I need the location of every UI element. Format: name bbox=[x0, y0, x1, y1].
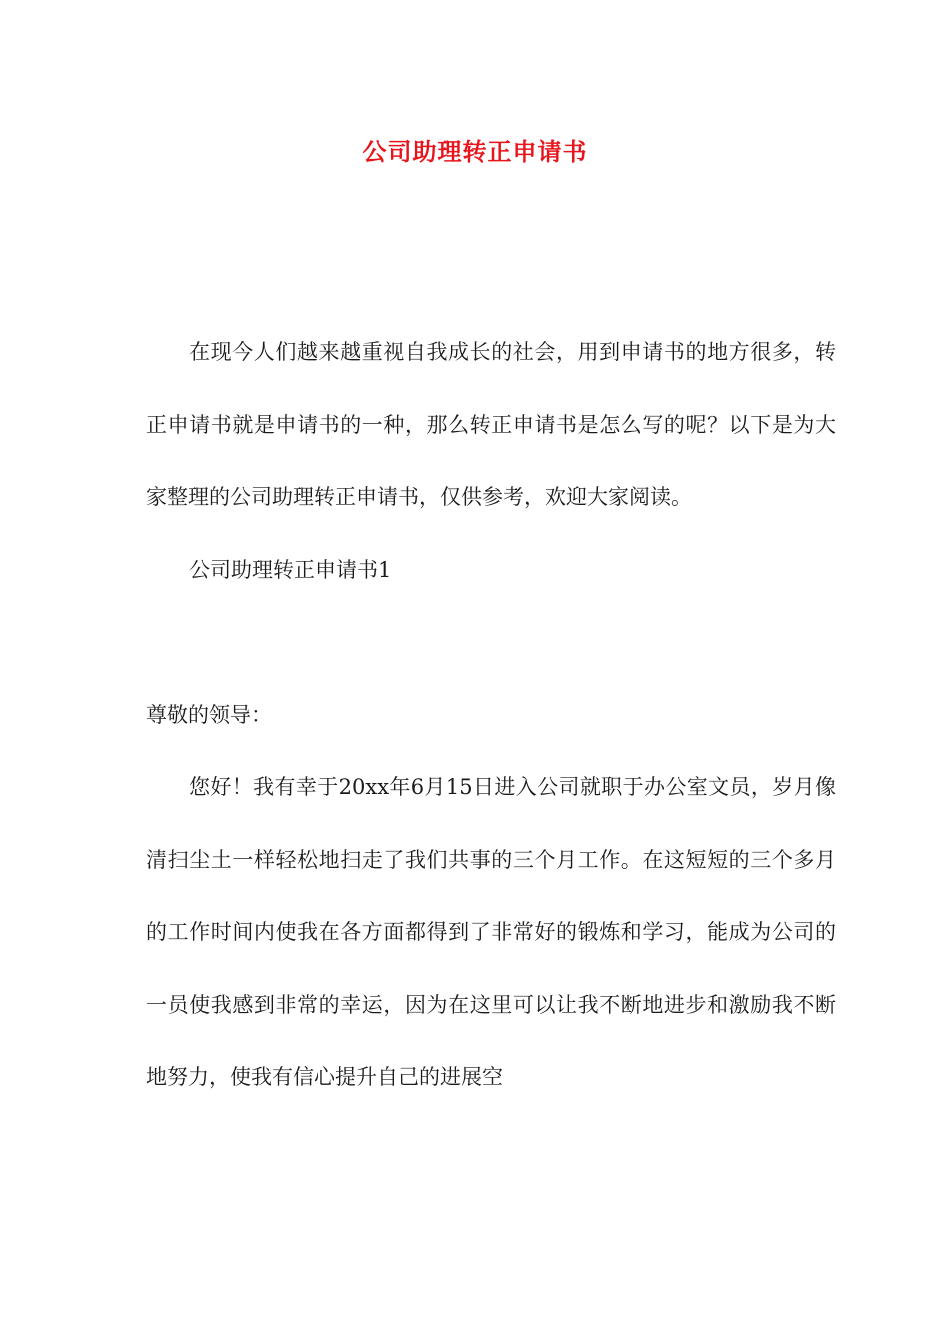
body-paragraph: 您好！我有幸于20xx年6月15日进入公司就职于办公室文员，岁月像清扫尘土一样轻松地扫走了我们共事的三个月工作。在这短短的三个多月的工作时间内使我在各方面都得到了非常好的锻炼和学习，能成为公司的一员使我感到非常的幸运，因为在这里可以让我不断地进步和激励我不断地努力，使我有信心提升自己的进展空 bbox=[146, 775, 836, 1089]
blank-line bbox=[146, 606, 836, 679]
section-heading: 公司助理转正申请书1 bbox=[189, 557, 392, 582]
intro-paragraph: 在现今人们越来越重视自我成长的社会，用到申请书的地方很多，转正申请书就是申请书的一种，那么转正申请书是怎么写的呢？以下是为大家整理的公司助理转正申请书，仅供参考，欢迎大家阅读。 bbox=[146, 340, 836, 509]
salutation: 尊敬的领导： bbox=[146, 702, 272, 727]
document-body bbox=[146, 316, 836, 1114]
document-title: 公司助理转正申请书 bbox=[362, 137, 588, 166]
